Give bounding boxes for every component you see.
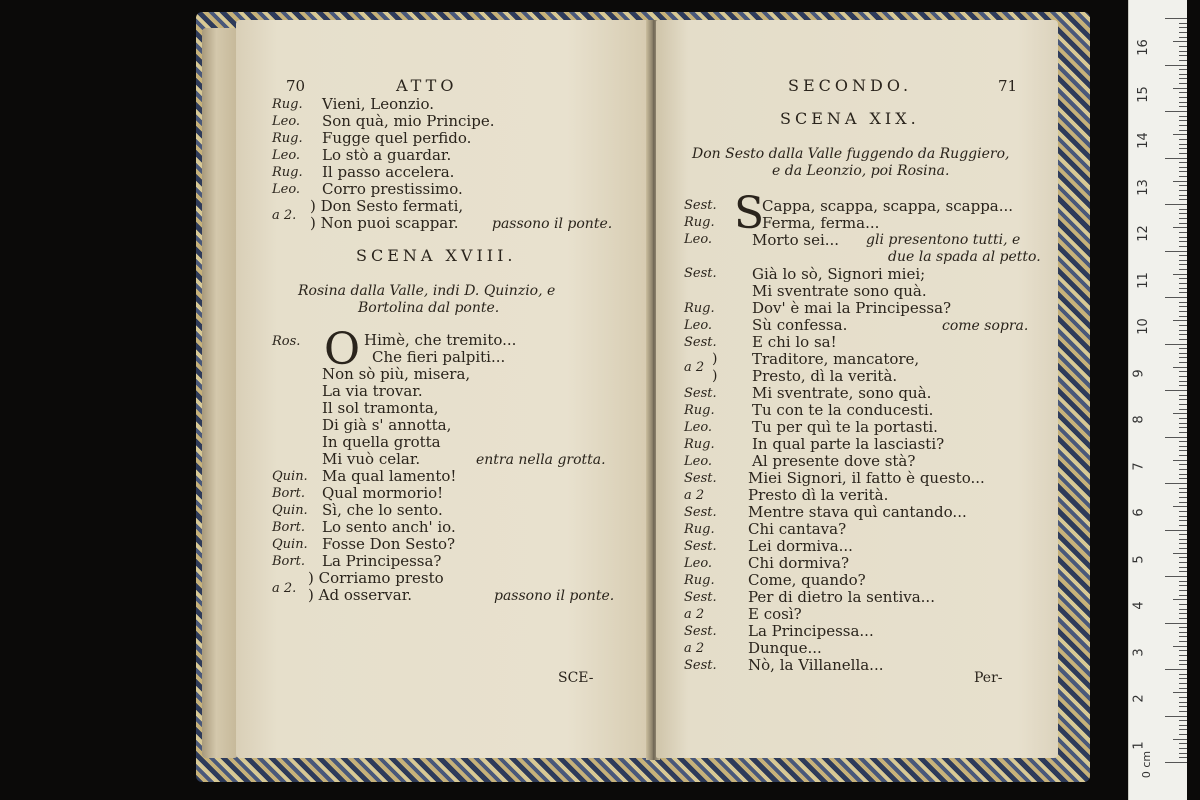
- speaker: Leo.: [684, 454, 713, 469]
- ruler-tick: [1179, 241, 1187, 242]
- ruler-tick: [1179, 478, 1187, 479]
- verse-line: Non sò più, misera,: [322, 365, 471, 383]
- line-text: Fosse Don Sesto?: [322, 535, 456, 553]
- speaker: Leo.: [272, 182, 301, 197]
- ruler-tick: [1173, 367, 1187, 368]
- speaker: Leo.: [684, 420, 713, 435]
- ruler-tick: [1179, 353, 1187, 354]
- line-text: La Principessa?: [322, 552, 442, 570]
- line-text: Mi sventrate, sono quà.: [752, 384, 932, 402]
- line-text: Come, quando?: [748, 571, 866, 589]
- line-text: La Principessa...: [748, 622, 874, 640]
- ruler-tick: [1179, 627, 1187, 628]
- stage-direction: due la spada al petto.: [888, 249, 1041, 265]
- ruler-tick: [1179, 139, 1187, 140]
- ruler-tick: [1179, 78, 1187, 79]
- ruler-tick: [1173, 692, 1187, 693]
- line-text: Lo sento anch' io.: [322, 518, 456, 536]
- line-text: Dov' è mai la Principessa?: [752, 299, 952, 317]
- line-text: Cappa, scappa, scappa, scappa...: [762, 197, 1014, 215]
- ruler-tick: [1179, 325, 1187, 326]
- line-text: Presto, dì la verità.: [752, 367, 898, 385]
- ruler-tick: [1179, 636, 1187, 637]
- scene-title: SCENA XVIII.: [356, 246, 517, 265]
- ruler-tick: [1179, 176, 1187, 177]
- ruler-tick: [1179, 269, 1187, 270]
- ruler-tick: [1179, 311, 1187, 312]
- ruler-tick: [1179, 27, 1187, 28]
- ruler-tick: [1179, 153, 1187, 154]
- ruler-tick: [1179, 376, 1187, 377]
- speaker: Leo.: [684, 318, 713, 333]
- ruler-tick: [1179, 604, 1187, 605]
- ruler-tick: [1165, 65, 1187, 66]
- line-text: Chi dormiva?: [748, 554, 849, 572]
- line-text: Dunque...: [748, 639, 822, 657]
- ruler-tick: [1179, 688, 1187, 689]
- line-text: Sù confessa.: [752, 316, 848, 334]
- ruler-tick: [1179, 106, 1187, 107]
- ruler-tick: [1179, 502, 1187, 503]
- ruler-tick: [1179, 404, 1187, 405]
- ruler-tick: [1165, 158, 1187, 159]
- ruler-tick: [1179, 292, 1187, 293]
- line-text: ) Non puoi scappar.: [310, 214, 459, 232]
- ruler-tick: [1179, 450, 1187, 451]
- ruler-tick: [1179, 120, 1187, 121]
- ruler-tick: [1179, 23, 1187, 24]
- ruler-number: 4: [1131, 601, 1147, 610]
- stage-direction: gli presentono tutti, e: [866, 232, 1021, 248]
- right-page: [656, 20, 1058, 758]
- ruler-tick: [1179, 432, 1187, 433]
- verse-line: Mi vuò celar.: [322, 450, 421, 468]
- ruler-tick: [1179, 706, 1187, 707]
- ruler-tick: [1179, 697, 1187, 698]
- ruler-tick: [1165, 530, 1187, 531]
- ruler-number: 3: [1131, 647, 1147, 657]
- speaker: Sest.: [684, 539, 717, 554]
- ruler-tick: [1165, 669, 1187, 670]
- ruler-tick: [1179, 720, 1187, 721]
- ruler-tick: [1165, 623, 1187, 624]
- line-text: Qual mormorio!: [322, 484, 444, 502]
- measurement-ruler: [1128, 0, 1187, 800]
- speaker: Bort.: [272, 486, 305, 501]
- drop-cap: S: [734, 188, 765, 239]
- ruler-tick: [1179, 464, 1187, 465]
- speaker: Bort.: [272, 520, 305, 535]
- ruler-tick: [1179, 371, 1187, 372]
- line-text: Chi cantava?: [748, 520, 847, 538]
- ruler-tick: [1179, 213, 1187, 214]
- ruler-tick: [1179, 255, 1187, 256]
- ruler-tick: [1179, 260, 1187, 261]
- ruler-tick: [1179, 283, 1187, 284]
- line-text: ) Corriamo presto: [308, 569, 444, 587]
- ruler-tick: [1179, 334, 1187, 335]
- ruler-tick: [1179, 381, 1187, 382]
- left-page: [236, 20, 650, 758]
- brace: ): [712, 368, 718, 384]
- ruler-tick: [1179, 51, 1187, 52]
- ruler-tick: [1179, 678, 1187, 679]
- line-text: Ferma, ferma...: [762, 214, 880, 232]
- ruler-tick: [1173, 41, 1187, 42]
- ruler-tick: [1179, 511, 1187, 512]
- line-text: Corro prestissimo.: [322, 180, 463, 198]
- verse-line: In quella grotta: [322, 433, 441, 451]
- speaker: Quin.: [272, 503, 308, 518]
- ruler-tick: [1173, 181, 1187, 182]
- line-text: Ma qual lamento!: [322, 467, 457, 485]
- line-text: Lei dormiva...: [748, 537, 853, 555]
- line-text: E chi lo sa!: [752, 333, 837, 351]
- ruler-tick: [1179, 60, 1187, 61]
- ruler-tick: [1179, 423, 1187, 424]
- line-text: Sì, che lo sento.: [322, 501, 443, 519]
- ruler-tick: [1173, 134, 1187, 135]
- ruler-tick: [1165, 111, 1187, 112]
- ruler-tick: [1173, 460, 1187, 461]
- ruler-tick: [1179, 288, 1187, 289]
- ruler-tick: [1179, 683, 1187, 684]
- ruler-tick: [1179, 144, 1187, 145]
- ruler-unit: 0 cm: [1140, 750, 1154, 779]
- ruler-tick: [1179, 441, 1187, 442]
- speaker: Rug.: [684, 301, 715, 316]
- a2-label: a 2.: [272, 581, 297, 596]
- ruler-tick: [1179, 232, 1187, 233]
- speaker: Rug.: [272, 131, 303, 146]
- ruler-tick: [1179, 543, 1187, 544]
- line-text: Mi sventrate sono quà.: [752, 282, 927, 300]
- line-text: Per di dietro la sentiva...: [748, 588, 935, 606]
- ruler-tick: [1179, 753, 1187, 754]
- ruler-number: 13: [1135, 178, 1151, 196]
- line-text: Son quà, mio Principe.: [322, 112, 495, 130]
- speaker: Rug.: [684, 437, 715, 452]
- line-text: ) Ad osservar.: [308, 586, 413, 604]
- speaker: Quin.: [272, 469, 308, 484]
- speaker: Rug.: [684, 573, 715, 588]
- scene-description: e da Leonzio, poi Rosina.: [772, 163, 950, 179]
- ruler-tick: [1179, 562, 1187, 563]
- speaker: a 2: [684, 641, 705, 656]
- line-text: Presto dì la verità.: [748, 486, 889, 504]
- ruler-tick: [1179, 534, 1187, 535]
- speaker: Bort.: [272, 554, 305, 569]
- left-page-number: 70: [286, 77, 306, 95]
- ruler-tick: [1179, 116, 1187, 117]
- speaker: Sest.: [684, 386, 717, 401]
- ruler-tick: [1179, 455, 1187, 456]
- ruler-tick: [1179, 362, 1187, 363]
- ruler-tick: [1179, 650, 1187, 651]
- ruler-tick: [1179, 167, 1187, 168]
- ruler-tick: [1179, 97, 1187, 98]
- ruler-tick: [1179, 757, 1187, 758]
- ruler-number: 5: [1131, 554, 1147, 564]
- ruler-tick: [1173, 646, 1187, 647]
- ruler-tick: [1165, 716, 1187, 717]
- ruler-tick: [1179, 516, 1187, 517]
- line-text: Il passo accelera.: [322, 163, 455, 181]
- catchword: SCE-: [558, 670, 594, 686]
- speaker: Sest.: [684, 198, 717, 213]
- scene-title: SCENA XIX.: [780, 109, 920, 128]
- verse-line: Che fieri palpiti...: [372, 348, 506, 366]
- line-text: Morto sei...: [752, 231, 840, 249]
- ruler-tick: [1179, 632, 1187, 633]
- ruler-tick: [1179, 92, 1187, 93]
- speaker: Leo.: [684, 232, 713, 247]
- left-running-head: ATTO: [396, 76, 458, 95]
- line-text: ) Don Sesto fermati,: [310, 197, 464, 215]
- ruler-number: 6: [1131, 508, 1147, 517]
- ruler-tick: [1179, 585, 1187, 586]
- speaker: Sest.: [684, 658, 717, 673]
- ruler-tick: [1179, 618, 1187, 619]
- line-text: E così?: [748, 605, 802, 623]
- ruler-tick: [1179, 385, 1187, 386]
- ruler-tick: [1165, 344, 1187, 345]
- speaker: a 2: [684, 488, 705, 503]
- ruler-tick: [1179, 264, 1187, 265]
- ruler-tick: [1179, 497, 1187, 498]
- ruler-tick: [1179, 664, 1187, 665]
- line-text: Tu con te la conducesti.: [752, 401, 934, 419]
- ruler-tick: [1179, 199, 1187, 200]
- ruler-tick: [1179, 306, 1187, 307]
- ruler-tick: [1179, 316, 1187, 317]
- speaker: Sest.: [684, 505, 717, 520]
- ruler-tick: [1179, 539, 1187, 540]
- right-page-number: 71: [998, 77, 1018, 95]
- ruler-tick: [1179, 399, 1187, 400]
- speaker: Rug.: [684, 403, 715, 418]
- ruler-tick: [1179, 339, 1187, 340]
- ruler-tick: [1179, 209, 1187, 210]
- line-text: Al presente dove stà?: [752, 452, 916, 470]
- a2-label: a 2.: [272, 208, 297, 223]
- scene-description: Don Sesto dalla Valle fuggendo da Ruggiero,: [692, 146, 1010, 162]
- line-text: In qual parte la lasciasti?: [752, 435, 945, 453]
- speaker: Ros.: [272, 334, 301, 349]
- ruler-tick: [1179, 725, 1187, 726]
- speaker: Leo.: [684, 556, 713, 571]
- ruler-number: 1: [1131, 740, 1147, 750]
- ruler-tick: [1179, 613, 1187, 614]
- stage-direction: entra nella grotta.: [476, 452, 606, 468]
- ruler-number: 11: [1135, 271, 1151, 289]
- line-text: Fugge quel perfido.: [322, 129, 472, 147]
- ruler-tick: [1179, 218, 1187, 219]
- page-edges: [202, 28, 238, 758]
- ruler-tick: [1173, 413, 1187, 414]
- ruler-tick: [1179, 446, 1187, 447]
- ruler-tick: [1179, 734, 1187, 735]
- line-text: Traditore, mancatore,: [752, 350, 920, 368]
- ruler-tick: [1179, 567, 1187, 568]
- scene-description: Bortolina dal ponte.: [358, 300, 500, 316]
- ruler-tick: [1179, 702, 1187, 703]
- ruler-tick: [1179, 102, 1187, 103]
- ruler-number: 8: [1131, 415, 1147, 424]
- ruler-tick: [1179, 748, 1187, 749]
- ruler-tick: [1179, 185, 1187, 186]
- line-text: Lo stò a guardar.: [322, 146, 452, 164]
- ruler-tick: [1179, 520, 1187, 521]
- ruler-tick: [1179, 711, 1187, 712]
- line-text: Mentre stava quì cantando...: [748, 503, 967, 521]
- ruler-tick: [1179, 427, 1187, 428]
- ruler-tick: [1179, 595, 1187, 596]
- ruler-tick: [1179, 469, 1187, 470]
- speaker: Rug.: [684, 215, 715, 230]
- verse-line: Di già s' annotta,: [322, 416, 452, 434]
- ruler-tick: [1179, 674, 1187, 675]
- speaker: Sest.: [684, 590, 717, 605]
- line-text: Tu per quì te la portasti.: [752, 418, 938, 436]
- speaker: Leo.: [272, 148, 301, 163]
- ruler-tick: [1179, 162, 1187, 163]
- ruler-tick: [1165, 297, 1187, 298]
- ruler-tick: [1179, 492, 1187, 493]
- ruler-tick: [1179, 418, 1187, 419]
- speaker: Rug.: [684, 522, 715, 537]
- ruler-tick: [1173, 274, 1187, 275]
- ruler-tick: [1179, 74, 1187, 75]
- ruler-tick: [1165, 18, 1187, 19]
- speaker: Sest.: [684, 624, 717, 639]
- ruler-tick: [1165, 762, 1187, 763]
- ruler-number: 9: [1131, 368, 1147, 378]
- ruler-tick: [1179, 474, 1187, 475]
- ruler-tick: [1179, 357, 1187, 358]
- ruler-number: 7: [1131, 461, 1147, 471]
- line-text: Già lo sò, Signori miei;: [752, 265, 926, 283]
- ruler-tick: [1179, 655, 1187, 656]
- ruler-number: 14: [1135, 132, 1151, 149]
- ruler-tick: [1165, 204, 1187, 205]
- ruler-tick: [1179, 488, 1187, 489]
- verse-line: Himè, che tremito...: [364, 331, 517, 349]
- ruler-tick: [1179, 37, 1187, 38]
- speaker: Leo.: [272, 114, 301, 129]
- ruler-tick: [1179, 125, 1187, 126]
- ruler-number: 16: [1135, 39, 1151, 56]
- ruler-tick: [1179, 237, 1187, 238]
- ruler-tick: [1173, 553, 1187, 554]
- ruler-tick: [1179, 548, 1187, 549]
- ruler-tick: [1179, 660, 1187, 661]
- ruler-tick: [1179, 743, 1187, 744]
- stage-direction: passono il ponte.: [492, 216, 613, 232]
- ruler-tick: [1179, 330, 1187, 331]
- ruler-tick: [1179, 171, 1187, 172]
- ruler-tick: [1165, 437, 1187, 438]
- verse-line: Il sol tramonta,: [322, 399, 439, 417]
- speaker: Rug.: [272, 97, 303, 112]
- ruler-tick: [1179, 46, 1187, 47]
- ruler-tick: [1179, 32, 1187, 33]
- stage-direction: come sopra.: [942, 318, 1029, 334]
- ruler-tick: [1165, 251, 1187, 252]
- ruler-tick: [1179, 246, 1187, 247]
- ruler-tick: [1173, 227, 1187, 228]
- scene-description: Rosina dalla Valle, indi D. Quinzio, e: [298, 283, 556, 299]
- speaker: Sest.: [684, 471, 717, 486]
- ruler-tick: [1179, 148, 1187, 149]
- ruler-tick: [1179, 525, 1187, 526]
- ruler-tick: [1179, 302, 1187, 303]
- stage-direction: passono il ponte.: [494, 588, 615, 604]
- speaker: a 2: [684, 607, 705, 622]
- ruler-tick: [1179, 571, 1187, 572]
- catchword: Per-: [974, 670, 1003, 686]
- ruler-number: 12: [1135, 225, 1151, 242]
- ruler-number: 15: [1135, 85, 1151, 103]
- ruler-tick: [1179, 69, 1187, 70]
- line-text: Nò, la Villanella...: [748, 656, 884, 674]
- speaker: Sest.: [684, 335, 717, 350]
- ruler-tick: [1179, 130, 1187, 131]
- ruler-tick: [1165, 576, 1187, 577]
- speaker: Sest.: [684, 266, 717, 281]
- speaker: Quin.: [272, 537, 308, 552]
- ruler-tick: [1179, 190, 1187, 191]
- drop-cap: O: [324, 324, 361, 375]
- ruler-tick: [1179, 729, 1187, 730]
- ruler-tick: [1179, 83, 1187, 84]
- ruler-tick: [1173, 739, 1187, 740]
- ruler-tick: [1179, 557, 1187, 558]
- ruler-tick: [1173, 599, 1187, 600]
- ruler-tick: [1179, 395, 1187, 396]
- a2-label: a 2: [684, 360, 705, 375]
- ruler-tick: [1179, 278, 1187, 279]
- brace: ): [712, 351, 718, 367]
- line-text: Miei Signori, il fatto è questo...: [748, 469, 985, 487]
- speaker: Rug.: [272, 165, 303, 180]
- ruler-tick: [1179, 609, 1187, 610]
- ruler-tick: [1179, 223, 1187, 224]
- ruler-tick: [1165, 390, 1187, 391]
- verse-line: La via trovar.: [322, 382, 423, 400]
- ruler-tick: [1165, 483, 1187, 484]
- ruler-tick: [1179, 590, 1187, 591]
- ruler-tick: [1179, 348, 1187, 349]
- right-running-head: SECONDO.: [788, 76, 913, 95]
- ruler-tick: [1179, 195, 1187, 196]
- line-text: Vieni, Leonzio.: [322, 95, 435, 113]
- ruler-tick: [1179, 409, 1187, 410]
- ruler-tick: [1173, 88, 1187, 89]
- ruler-tick: [1179, 55, 1187, 56]
- ruler-number: 2: [1131, 694, 1147, 703]
- ruler-number: 10: [1135, 318, 1151, 335]
- ruler-tick: [1173, 320, 1187, 321]
- ruler-tick: [1179, 581, 1187, 582]
- ruler-tick: [1179, 641, 1187, 642]
- ruler-tick: [1173, 506, 1187, 507]
